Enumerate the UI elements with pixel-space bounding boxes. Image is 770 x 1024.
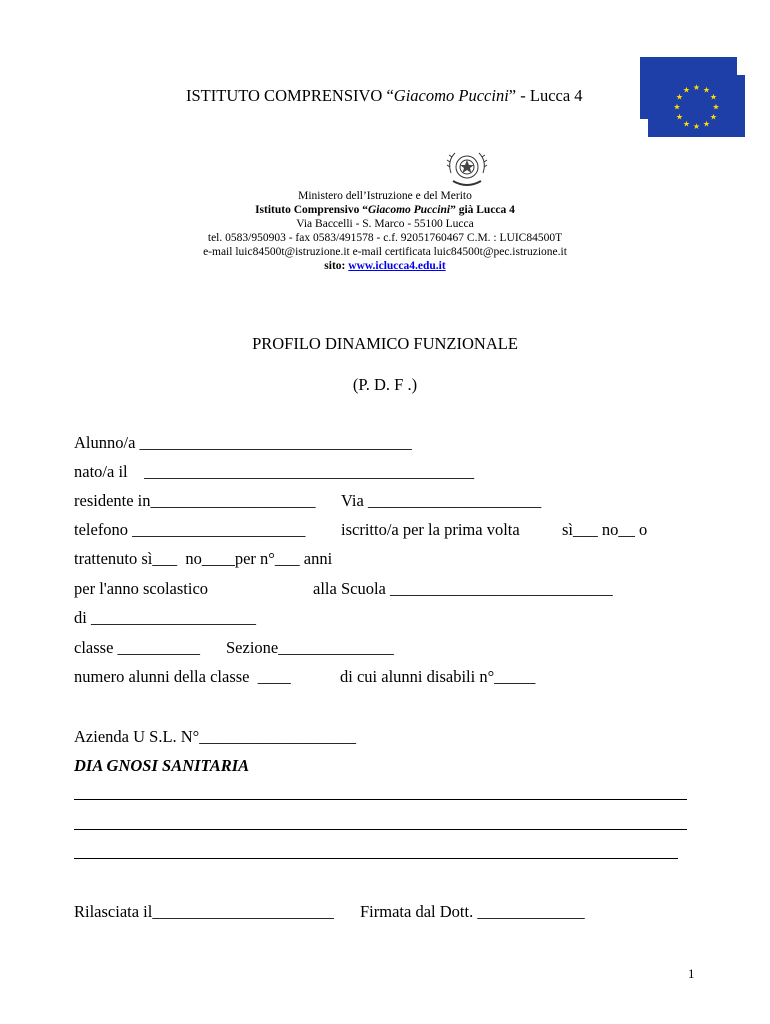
first-enrollment-label: iscritto/a per la prima volta [341,520,520,539]
site-label: sito: [324,260,349,272]
health-agency-field[interactable]: Azienda U S.L. N°___________________ [74,727,357,746]
school-year-label: per l'anno scolastico [74,579,209,598]
class-field[interactable]: classe __________ [74,638,201,657]
svg-text:★: ★ [709,92,718,102]
institute-prefix: Istituto Comprensivo “ [255,204,368,216]
svg-text:★: ★ [675,92,684,102]
email-line: e-mail luic84500t@istruzione.it e-mail certificata luic84500t@pec.istruzione.it [203,246,567,258]
svg-text:★: ★ [702,85,711,95]
ministry-line: Ministero dell’Istruzione e del Merito [298,190,472,202]
svg-text:★: ★ [675,112,684,122]
site-link[interactable]: www.iclucca4.edu.it [348,260,446,272]
student-field[interactable]: Alunno/a _________________________________ [74,433,412,452]
phone-line: tel. 0583/950903 - fax 0583/491578 - c.f. 92051760467 C.M. : LUIC84500T [207,232,563,244]
phone-field[interactable]: telefono _____________________ [74,520,306,539]
svg-text:★: ★ [692,122,701,131]
diagnosis-line-1[interactable] [74,799,687,800]
street-field[interactable]: Via _____________________ [341,491,542,510]
italian-republic-emblem-icon [433,125,485,175]
birth-field[interactable]: nato/a il ________________________________________ [74,462,475,481]
svg-text:★: ★ [712,102,720,112]
svg-text:★: ★ [682,119,691,129]
institute-suffix: ” già Lucca 4 [450,204,515,216]
school-field[interactable]: alla Scuola ___________________________ [313,579,613,598]
class-size-field[interactable]: numero alunni della classe ____ [74,667,291,686]
document-abbreviation: (P. D. F .) [352,375,418,394]
school-header-title [186,86,583,106]
eu-flag-icon [640,57,737,131]
document-title: PROFILO DINAMICO FUNZIONALE [252,334,518,353]
site-line [0,259,770,273]
retained-field[interactable]: trattenuto sì___ no____per n°___ anni [74,549,333,568]
institute-name: Giacomo Puccini [367,204,451,216]
issued-date-field[interactable]: Rilasciata il______________________ [74,902,334,921]
title-suffix: ” - Lucca 4 [508,86,583,105]
institute-line [0,203,770,217]
page-number: 1 [688,966,695,981]
section-field[interactable]: Sezione______________ [226,638,394,657]
diagnosis-heading: DIA GNOSI SANITARIA [74,756,250,775]
svg-text:★: ★ [682,85,691,95]
diagnosis-line-3[interactable] [74,858,678,859]
svg-text:★: ★ [702,119,711,129]
title-name: Giacomo Puccini [393,86,509,105]
doctor-signature-field[interactable]: Firmata dal Dott. _____________ [360,902,585,921]
disabled-count-field[interactable]: di cui alunni disabili n°_____ [340,667,536,686]
svg-text:★: ★ [692,83,701,92]
city-field[interactable]: di ____________________ [74,608,256,627]
yes-no-field[interactable]: sì___ no__ o [562,520,648,539]
svg-text:★: ★ [709,112,718,122]
address-line: Via Baccelli - S. Marco - 55100 Lucca [296,218,474,230]
diagnosis-line-2[interactable] [74,829,687,830]
residence-field[interactable]: residente in____________________ [74,491,316,510]
svg-text:★: ★ [673,102,681,112]
title-prefix: ISTITUTO COMPRENSIVO “ [186,86,394,105]
